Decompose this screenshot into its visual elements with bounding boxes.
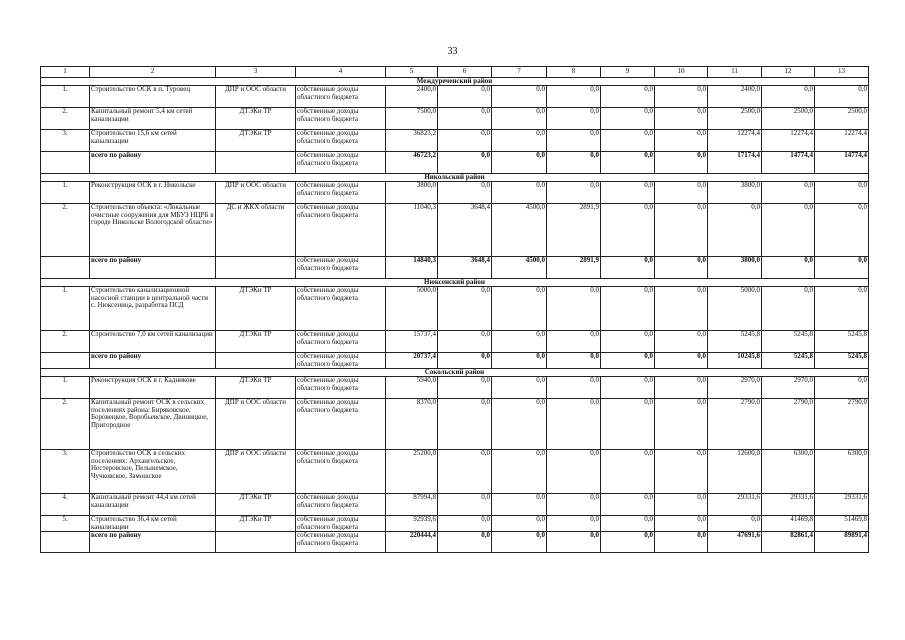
value-cell: 29331,6 (708, 494, 762, 516)
table-row (41, 287, 869, 331)
table-row (41, 86, 869, 108)
value-cell: 0,0 (655, 516, 708, 532)
total-value-cell: 0,0 (438, 532, 492, 553)
object-name: Строительство 7,0 км сетей канализации (90, 331, 216, 353)
header-cell: 9 (601, 67, 655, 78)
total-value-cell: 0,0 (547, 532, 601, 553)
table-row (41, 130, 869, 152)
value-cell: 0,0 (547, 450, 601, 494)
value-cell: 0,0 (438, 86, 492, 108)
table-row (41, 450, 869, 494)
row-number (41, 353, 90, 369)
header-cell: 4 (296, 67, 386, 78)
object-name: Строительство ОСК в сельских поселениях: Архангельское, Нестеровское, Пельшемское, Чучковское, Замошское (90, 450, 216, 494)
total-row (41, 257, 869, 279)
value-cell: 0,0 (601, 377, 655, 399)
row-number: 2. (41, 331, 90, 353)
value-cell: 2500,0 (708, 108, 762, 130)
total-value-cell: 3648,4 (438, 257, 492, 279)
row-number: 1. (41, 377, 90, 399)
total-value-cell: 0,0 (601, 532, 655, 553)
value-cell: 87994,8 (386, 494, 438, 516)
total-value-cell: 10245,8 (708, 353, 762, 369)
value-cell: 6300,0 (815, 450, 869, 494)
funding-source: собственные доходы областного бюджета (296, 257, 386, 279)
total-value-cell: 0,0 (492, 353, 547, 369)
total-value-cell: 0,0 (492, 532, 547, 553)
table-row (41, 331, 869, 353)
value-cell: 0,0 (601, 516, 655, 532)
value-cell: 0,0 (438, 182, 492, 204)
value-cell: 0,0 (547, 108, 601, 130)
total-label: всего по району (90, 257, 216, 279)
object-name: Капитальный ремонт 44,4 км сетей канализации (90, 494, 216, 516)
region-row (41, 78, 869, 86)
region-row (41, 279, 869, 287)
responsible: ДПР и ООС области (216, 182, 296, 204)
header-cell: 3 (216, 67, 296, 78)
row-number: 4. (41, 494, 90, 516)
responsible: ДПР и ООС области (216, 399, 296, 450)
value-cell: 0,0 (492, 516, 547, 532)
value-cell: 0,0 (438, 516, 492, 532)
value-cell: 3800,0 (708, 182, 762, 204)
value-cell: 0,0 (492, 130, 547, 152)
total-label: всего по району (90, 353, 216, 369)
value-cell: 0,0 (438, 377, 492, 399)
object-name: Строительство ОСК в п. Туровец (90, 86, 216, 108)
funding-source: собственные доходы областного бюджета (296, 108, 386, 130)
total-value-cell: 20737,4 (386, 353, 438, 369)
total-value-cell: 0,0 (438, 353, 492, 369)
value-cell: 5245,8 (815, 331, 869, 353)
region-title: Междуреченский район (41, 78, 869, 86)
value-cell: 0,0 (708, 204, 762, 257)
total-value-cell: 0,0 (655, 257, 708, 279)
row-number (41, 257, 90, 279)
funding-source: собственные доходы областного бюджета (296, 353, 386, 369)
value-cell: 7500,0 (386, 108, 438, 130)
value-cell: 29331,6 (815, 494, 869, 516)
header-cell: 7 (492, 67, 547, 78)
total-value-cell: 0,0 (438, 152, 492, 174)
value-cell: 3648,4 (438, 204, 492, 257)
value-cell: 0,0 (815, 182, 869, 204)
value-cell: 0,0 (601, 130, 655, 152)
total-value-cell: 14774,4 (762, 152, 815, 174)
responsible: ДТЭКи ТР (216, 331, 296, 353)
total-value-cell: 5245,8 (815, 353, 869, 369)
header-cell: 13 (815, 67, 869, 78)
value-cell: 2790,0 (762, 399, 815, 450)
total-value-cell: 0,0 (601, 152, 655, 174)
header-cell: 2 (90, 67, 216, 78)
object-name: Строительство 36,4 км сетей канализации (90, 516, 216, 532)
value-cell: 0,0 (655, 130, 708, 152)
table-row (41, 204, 869, 257)
value-cell: 0,0 (815, 86, 869, 108)
header-cell: 5 (386, 67, 438, 78)
value-cell: 12274,4 (815, 130, 869, 152)
value-cell: 15737,4 (386, 331, 438, 353)
value-cell: 12274,4 (762, 130, 815, 152)
row-number: 1. (41, 86, 90, 108)
object-name: Реконструкция ОСК в г. Кадникове (90, 377, 216, 399)
total-label: всего по району (90, 152, 216, 174)
value-cell: 0,0 (601, 494, 655, 516)
value-cell: 0,0 (601, 287, 655, 331)
total-value-cell: 89891,4 (815, 532, 869, 553)
funding-source: собственные доходы областного бюджета (296, 182, 386, 204)
total-value-cell: 47691,6 (708, 532, 762, 553)
region-row (41, 369, 869, 377)
value-cell: 12600,0 (708, 450, 762, 494)
value-cell: 0,0 (601, 108, 655, 130)
funding-source: собственные доходы областного бюджета (296, 450, 386, 494)
total-label: всего по району (90, 532, 216, 553)
total-value-cell: 0,0 (655, 532, 708, 553)
value-cell: 0,0 (492, 182, 547, 204)
total-value-cell: 3800,0 (708, 257, 762, 279)
responsible: ДТЭКи ТР (216, 130, 296, 152)
responsible: ДТЭКи ТР (216, 287, 296, 331)
total-value-cell: 0,0 (547, 152, 601, 174)
funding-source: собственные доходы областного бюджета (296, 152, 386, 174)
total-value-cell: 5245,8 (762, 353, 815, 369)
total-value-cell: 220444,4 (386, 532, 438, 553)
value-cell: 0,0 (438, 494, 492, 516)
object-name: Капитальный ремонт ОСК в сельских поселениях района: Биряковское, Боровецкое, Воробьевское, Двиницкое, Пригородное (90, 399, 216, 450)
value-cell: 0,0 (601, 399, 655, 450)
row-number: 1. (41, 287, 90, 331)
value-cell: 0,0 (655, 450, 708, 494)
value-cell: 0,0 (655, 287, 708, 331)
value-cell: 0,0 (762, 182, 815, 204)
row-number: 1. (41, 182, 90, 204)
value-cell: 2500,0 (762, 108, 815, 130)
value-cell: 92939,6 (386, 516, 438, 532)
funding-source: собственные доходы областного бюджета (296, 516, 386, 532)
value-cell: 51469,8 (815, 516, 869, 532)
value-cell: 0,0 (601, 86, 655, 108)
value-cell: 0,0 (547, 182, 601, 204)
value-cell: 5000,0 (708, 287, 762, 331)
value-cell: 4500,0 (492, 204, 547, 257)
value-cell: 0,0 (547, 130, 601, 152)
object-name: Строительство канализационной насосной станции в центральной части с. Нюксеница, разработка ПСД (90, 287, 216, 331)
total-value-cell: 46723,2 (386, 152, 438, 174)
value-cell: 5940,0 (386, 377, 438, 399)
row-number: 3. (41, 130, 90, 152)
value-cell: 0,0 (547, 86, 601, 108)
row-number (41, 152, 90, 174)
header-cell: 12 (762, 67, 815, 78)
row-number: 2. (41, 204, 90, 257)
value-cell: 0,0 (815, 377, 869, 399)
header-cell: 11 (708, 67, 762, 78)
value-cell: 0,0 (547, 287, 601, 331)
value-cell: 0,0 (708, 516, 762, 532)
value-cell: 0,0 (762, 204, 815, 257)
table-row (41, 516, 869, 532)
total-value-cell: 14774,4 (815, 152, 869, 174)
value-cell: 29331,6 (762, 494, 815, 516)
total-value-cell: 17174,4 (708, 152, 762, 174)
value-cell: 0,0 (492, 494, 547, 516)
total-value-cell: 0,0 (815, 257, 869, 279)
value-cell: 41469,8 (762, 516, 815, 532)
table-row (41, 182, 869, 204)
value-cell: 0,0 (438, 450, 492, 494)
object-name: Строительство 15,6 км сетей канализации (90, 130, 216, 152)
value-cell: 6300,0 (762, 450, 815, 494)
total-row (41, 353, 869, 369)
responsible: ДПР и ООС области (216, 86, 296, 108)
value-cell: 0,0 (601, 182, 655, 204)
responsible (216, 152, 296, 174)
total-value-cell: 0,0 (655, 353, 708, 369)
responsible: ДТЭКи ТР (216, 516, 296, 532)
value-cell: 0,0 (655, 108, 708, 130)
value-cell: 0,0 (547, 377, 601, 399)
responsible: ДПР и ООС области (216, 450, 296, 494)
region-title: Сокольский район (41, 369, 869, 377)
responsible (216, 353, 296, 369)
value-cell: 0,0 (492, 108, 547, 130)
total-row (41, 532, 869, 553)
responsible (216, 257, 296, 279)
header-cell: 1 (41, 67, 90, 78)
value-cell: 0,0 (762, 287, 815, 331)
value-cell: 5245,8 (708, 331, 762, 353)
value-cell: 0,0 (601, 204, 655, 257)
funding-source: собственные доходы областного бюджета (296, 377, 386, 399)
row-number: 2. (41, 399, 90, 450)
value-cell: 0,0 (601, 331, 655, 353)
responsible: ДТЭКи ТР (216, 494, 296, 516)
value-cell: 0,0 (655, 182, 708, 204)
total-value-cell: 82861,4 (762, 532, 815, 553)
value-cell: 25200,0 (386, 450, 438, 494)
table-row (41, 399, 869, 450)
table-row (41, 108, 869, 130)
value-cell: 12274,4 (708, 130, 762, 152)
page-number: 33 (447, 46, 458, 57)
value-cell: 0,0 (655, 331, 708, 353)
value-cell: 0,0 (601, 450, 655, 494)
header-cell: 10 (655, 67, 708, 78)
header-cell: 8 (547, 67, 601, 78)
value-cell: 0,0 (655, 86, 708, 108)
value-cell: 0,0 (492, 399, 547, 450)
total-value-cell: 0,0 (762, 257, 815, 279)
row-number: 3. (41, 450, 90, 494)
funding-source: собственные доходы областного бюджета (296, 86, 386, 108)
row-number: 2. (41, 108, 90, 130)
responsible: ДС и ЖКХ области (216, 204, 296, 257)
funding-source: собственные доходы областного бюджета (296, 494, 386, 516)
value-cell: 0,0 (438, 399, 492, 450)
value-cell: 0,0 (492, 450, 547, 494)
value-cell: 0,0 (762, 86, 815, 108)
header-row (41, 67, 869, 78)
total-value-cell: 4500,0 (492, 257, 547, 279)
total-value-cell: 0,0 (601, 257, 655, 279)
value-cell: 0,0 (815, 287, 869, 331)
value-cell: 3800,0 (386, 182, 438, 204)
funding-source: собственные доходы областного бюджета (296, 287, 386, 331)
total-row (41, 152, 869, 174)
row-number (41, 532, 90, 553)
region-title: Никольский район (41, 174, 869, 182)
value-cell: 0,0 (438, 108, 492, 130)
total-value-cell: 0,0 (601, 353, 655, 369)
value-cell: 0,0 (547, 516, 601, 532)
total-value-cell: 14840,3 (386, 257, 438, 279)
value-cell: 2970,0 (708, 377, 762, 399)
table-row (41, 377, 869, 399)
funding-source: собственные доходы областного бюджета (296, 399, 386, 450)
region-title: Нюксенский район (41, 279, 869, 287)
table-body (41, 67, 869, 553)
row-number: 5. (41, 516, 90, 532)
total-value-cell: 0,0 (547, 353, 601, 369)
value-cell: 5000,0 (386, 287, 438, 331)
funding-source: собственные доходы областного бюджета (296, 204, 386, 257)
value-cell: 2400,0 (708, 86, 762, 108)
value-cell: 36823,2 (386, 130, 438, 152)
value-cell: 0,0 (492, 287, 547, 331)
value-cell: 8370,0 (386, 399, 438, 450)
value-cell: 0,0 (438, 287, 492, 331)
budget-table (40, 66, 869, 553)
value-cell: 2891,9 (547, 204, 601, 257)
responsible (216, 532, 296, 553)
funding-source: собственные доходы областного бюджета (296, 532, 386, 553)
value-cell: 0,0 (655, 494, 708, 516)
value-cell: 5245,8 (762, 331, 815, 353)
total-value-cell: 0,0 (492, 152, 547, 174)
object-name: Реконструкция ОСК в г. Никольске (90, 182, 216, 204)
funding-source: собственные доходы областного бюджета (296, 331, 386, 353)
value-cell: 0,0 (438, 331, 492, 353)
value-cell: 0,0 (547, 494, 601, 516)
responsible: ДТЭКи ТР (216, 108, 296, 130)
responsible: ДТЭКи ТР (216, 377, 296, 399)
value-cell: 0,0 (492, 377, 547, 399)
total-value-cell: 2891,9 (547, 257, 601, 279)
value-cell: 2500,0 (815, 108, 869, 130)
value-cell: 2400,0 (386, 86, 438, 108)
value-cell: 0,0 (492, 331, 547, 353)
value-cell: 2790,0 (708, 399, 762, 450)
object-name: Капитальный ремонт 5,4 км сетей канализации (90, 108, 216, 130)
object-name: Строительство объекта: «Локальные очистные сооружения для МБУЗ НЦРБ в городе Никольске Вологодской области» (90, 204, 216, 257)
value-cell: 0,0 (547, 399, 601, 450)
value-cell: 11040,3 (386, 204, 438, 257)
value-cell: 2790,0 (815, 399, 869, 450)
value-cell: 0,0 (815, 204, 869, 257)
value-cell: 0,0 (655, 377, 708, 399)
value-cell: 0,0 (547, 331, 601, 353)
table-row (41, 494, 869, 516)
value-cell: 0,0 (655, 399, 708, 450)
header-cell: 6 (438, 67, 492, 78)
value-cell: 0,0 (438, 130, 492, 152)
region-row (41, 174, 869, 182)
value-cell: 2970,0 (762, 377, 815, 399)
value-cell: 0,0 (492, 86, 547, 108)
funding-source: собственные доходы областного бюджета (296, 130, 386, 152)
value-cell: 0,0 (655, 204, 708, 257)
total-value-cell: 0,0 (655, 152, 708, 174)
